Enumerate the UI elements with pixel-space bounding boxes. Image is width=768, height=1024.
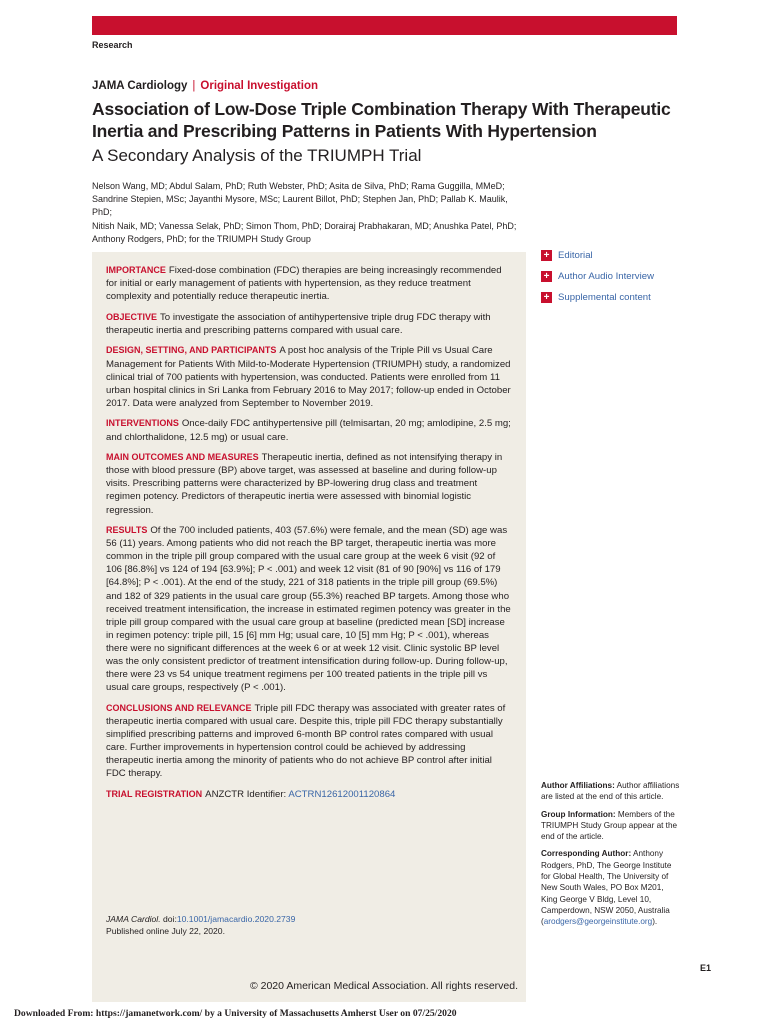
group-heading: Group Information: [541, 809, 616, 819]
affiliations-heading: Author Affiliations: [541, 781, 615, 790]
page-number: E1 [700, 963, 712, 973]
plus-icon: + [541, 271, 552, 282]
trial-registration-text: ANZCTR Identifier: [205, 788, 287, 800]
header-color-bar [92, 16, 677, 35]
article-title-line: Inertia and Prescribing Patterns in Patients With Hypertension [92, 121, 597, 141]
article-title-line: Association of Low-Dose Triple Combination Therapy With Therapeutic [92, 99, 671, 119]
group-text: Members of the TRIUMPH Study Group appear at the end of the article. [541, 809, 678, 842]
author-line: Anthony Rodgers, PhD; for the TRIUMPH Study Group [92, 233, 311, 244]
audio-interview-link[interactable] [541, 269, 691, 283]
journal-line [92, 80, 318, 92]
results-heading: RESULTS [106, 525, 148, 536]
abstract-text [106, 264, 512, 808]
objective-text: To investigate the association of antihypertensive triple drug FDC therapy with therapeutic inertia and prescribing patterns compared with usual care. [106, 311, 491, 336]
importance-heading: IMPORTANCE [106, 265, 166, 275]
corresponding-heading: Corresponding Author: [541, 849, 632, 859]
section-label: Research [92, 40, 133, 50]
article-type: Original Investigation [200, 80, 318, 92]
author-line: Nitish Naik, MD; Vanessa Selak, PhD; Simon Thom, PhD; Dorairaj Prabhakaran, MD; Anushka Patel, PhD; [92, 220, 517, 231]
abstract-results [106, 524, 512, 694]
affiliations-note [541, 780, 681, 803]
interventions-text: Once-daily FDC antihypertensive pill (telmisartan, 20 mg; amlodipine, 2.5 mg; and chlorthalidone, 12.5 mg) or usual care. [106, 418, 511, 443]
outcomes-text: Therapeutic inertia, defined as not intensifying therapy in those with blood pressure (BP) above target, was assessed at baseline and during follow-up visits. Prescribing patterns were characterized by BP-lowering drug class and treatment regimen potency. Predictors of therapeutic inertia were assessed with binomial logistic regression. [106, 452, 503, 516]
abstract-design [106, 344, 512, 409]
download-notice: Downloaded From: https://jamanetwork.com/ by a University of Massachusetts Amherst User on 07/25/2020 [14, 1008, 457, 1019]
author-affiliations [541, 780, 681, 934]
published-date: Published online July 22, 2020. [106, 925, 225, 936]
journal-separator: | [192, 80, 196, 92]
audio-interview-link-label: Author Audio Interview [558, 270, 654, 282]
affiliations-text: Author affiliations are listed at the end of this article. [541, 781, 680, 802]
journal-name: JAMA Cardiology [92, 80, 188, 92]
design-text: A post hoc analysis of the Triple Pill vs Usual Care Management for Patients With Mild-to-Moderate Hypertension (TRIUMPH) study, a randomized clinical trial of 700 patients with hypertension, was conducted. Patients were enrolled from 11 urban hospital clinics in Sri Lanka from February 2016 to May 2017; follow-up ended in October 2017. Data were analyzed from September to November 2019. [106, 345, 511, 409]
plus-icon: + [541, 250, 552, 261]
abstract-trial-registration [106, 788, 512, 801]
trial-registration-heading: TRIAL REGISTRATION [106, 788, 203, 799]
interventions-heading: INTERVENTIONS [106, 418, 179, 429]
outcomes-heading: MAIN OUTCOMES AND MEASURES [106, 452, 259, 463]
author-list [92, 180, 522, 246]
importance-text: Fixed-dose combination (FDC) therapies are being increasingly recommended for initial or early management of patients with hypertension, as they reduce treatment complexity and potentially reduce therapeutic inertia. [106, 265, 502, 303]
copyright-notice: © 2020 American Medical Association. All rights reserved. [249, 980, 519, 992]
conclusions-text: Triple pill FDC therapy was associated with greater rates of therapeutic inertia compared with usual care. Despite this, triple pill FDC therapy substantially simplified prescribing patterns and improved 6-month BP control rates compared with usual care. Further improvements in hypertension control could be achieved by addressing therapeutic inertia among the minority of patients who do not achieve BP control after initial FDC therapy. [106, 702, 506, 780]
related-links [541, 248, 691, 311]
editorial-link-label: Editorial [558, 249, 593, 261]
article-subtitle: A Secondary Analysis of the TRIUMPH Trial [92, 146, 422, 165]
article-title [92, 98, 692, 142]
supplemental-content-link[interactable] [541, 290, 691, 304]
author-line: Nelson Wang, MD; Abdul Salam, PhD; Ruth Webster, PhD; Asita de Silva, PhD; Rama Guggilla, MMeD; [92, 181, 505, 191]
doi-link[interactable]: 10.1001/jamacardio.2020.2739 [176, 914, 296, 924]
abstract-conclusions [106, 702, 512, 781]
editorial-link[interactable] [541, 248, 691, 262]
objective-heading: OBJECTIVE [106, 311, 158, 322]
abstract-importance [106, 264, 512, 303]
group-information [541, 809, 681, 843]
design-heading: DESIGN, SETTING, AND PARTICIPANTS [106, 345, 277, 356]
abstract-outcomes [106, 451, 512, 516]
corresponding-text: Anthony Rodgers, PhD, The George Institute for Global Health, The University of New South Wales, PO Box M201, King George V Bldg, Level 10, Camperdown, NSW 2050, Australia [541, 849, 672, 915]
citation-doi-prefix: doi: [163, 914, 177, 924]
citation-line [106, 914, 295, 926]
corresponding-author: Corresponding Author: Anthony Rodgers, PhD, The George Institute for Global Health, The University of New South Wales, PO Box M201, King George V Bldg, Level 10, Camperdown, NSW 2050, Australia (arodgers@georgeinstitute.org). [541, 849, 672, 927]
conclusions-heading: CONCLUSIONS AND RELEVANCE [106, 702, 252, 713]
trial-id-link[interactable]: ACTRN12612001120864 [288, 788, 396, 800]
plus-icon: + [541, 292, 552, 303]
email-link[interactable]: arodgers@georgeinstitute.org [543, 917, 653, 927]
results-text: Of the 700 included patients, 403 (57.6%) were female, and the mean (SD) age was 56 (11) years. Among patients who did not reach the BP target, therapeutic inertia was more common in the triple pill group compared with the usual care group at the week 6 visit (92 of 106 [86.8%] vs 124 of 194 [63.9%]; P < .001) and week 12 visit (81 of 90 [90%] vs 116 of 179 [64.8%]; P < .001). At the end of the study, 221 of 318 patients in the triple pill group (69.5%) and 182 of 329 patients in the usual care group (55.3%) reached BP targets. Among those who received treatment intensification, the increase in estimated regimen potency was greater in the triple pill group compared with the usual care group at baseline (predicted mean [SD] increase in regimen potency: triple pill, 15 [6] mm Hg; usual care, 10 [5] mm Hg; P < .001), whereas there were no significant differences at the week 6 or at week 12 visit. Clinic systolic BP level was the only consistent predictor of treatment intensification during follow-up. During follow-up, there were 23 vs 54 unique treatment regimens per 100 treated patients in the triple pill vs usual care groups, respectively (P < .001). [106, 525, 511, 694]
citation-block [106, 914, 295, 937]
abstract-interventions [106, 417, 512, 443]
abstract-objective [106, 311, 512, 337]
citation-journal: JAMA Cardiol. [106, 914, 161, 924]
supplemental-content-link-label: Supplemental content [558, 291, 651, 303]
abstract-box [92, 252, 526, 1002]
author-line: Sandrine Stepien, MSc; Jayanthi Mysore, MSc; Laurent Billot, PhD; Stephen Jan, PhD; Pallab K. Maulik, PhD; [92, 194, 508, 218]
